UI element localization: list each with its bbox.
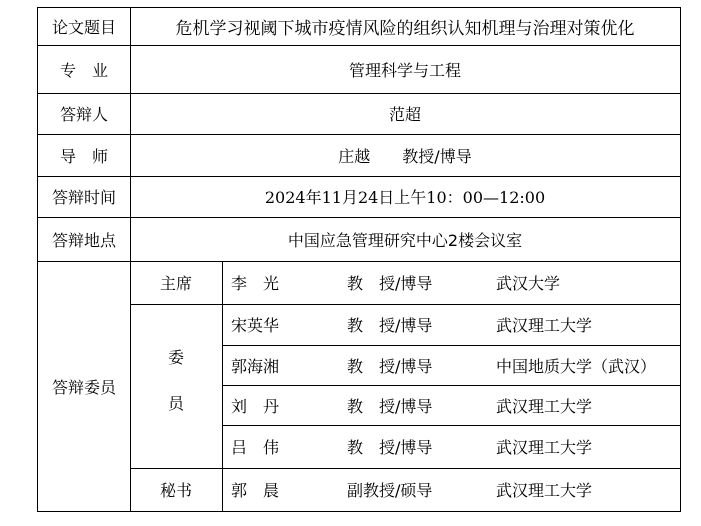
- member-name: 吕 伟: [231, 438, 280, 457]
- column-divider: [222, 261, 223, 511]
- defense-location-value: 中国应急管理研究中心2楼会议室: [287, 230, 523, 250]
- member-title: 教 授/博导: [347, 438, 433, 457]
- member-name: 宋英华: [231, 316, 280, 335]
- member-title: 教 授/博导: [347, 316, 433, 335]
- defender-label: 答辩人: [59, 105, 108, 124]
- member-affiliation: 武汉理工大学: [496, 438, 593, 457]
- member-affiliation: 武汉理工大学: [496, 396, 593, 416]
- member-name: 李 光: [231, 274, 280, 293]
- row-divider: [222, 385, 680, 386]
- secretary-title: 副教授/硕导: [347, 481, 433, 500]
- member-title: 教 授/博导: [347, 356, 433, 376]
- committee-label: 答辩委员: [51, 377, 116, 397]
- chair-label: 主席: [159, 274, 192, 293]
- thesis-title-value: 危机学习视阈下城市疫情风险的组织认知机理与治理对策优化: [175, 19, 635, 39]
- defense-time-label: 答辩时间: [51, 188, 116, 207]
- member-label-top: 委: [167, 347, 184, 367]
- defender-value: 范超: [388, 105, 421, 124]
- supervisor-label: 导 师: [59, 146, 108, 166]
- supervisor-value: 庄越 教授/博导: [338, 146, 472, 166]
- defense-info-table: [37, 7, 681, 512]
- defense-time-value: 2024年11月24日上午10：00—12:00: [264, 188, 546, 207]
- defense-location-label: 答辩地点: [51, 230, 116, 250]
- member-name: 刘 丹: [231, 396, 280, 416]
- major-label: 专 业: [59, 60, 108, 80]
- member-affiliation: 武汉理工大学: [496, 316, 593, 335]
- thesis-title-label: 论文题目: [51, 18, 116, 37]
- member-affiliation: 中国地质大学（武汉）: [496, 356, 657, 376]
- major-value: 管理科学与工程: [348, 60, 461, 80]
- secretary-name: 郭 晨: [231, 481, 280, 500]
- member-label-bottom: 员: [167, 393, 184, 413]
- secretary-label: 秘书: [159, 481, 192, 500]
- member-affiliation: 武汉大学: [496, 274, 561, 293]
- member-name: 郭海湘: [231, 356, 280, 376]
- row-divider: [222, 425, 680, 426]
- secretary-affiliation: 武汉理工大学: [496, 481, 593, 500]
- member-title: 教 授/博导: [347, 396, 433, 416]
- member-title: 教 授/博导: [347, 274, 433, 293]
